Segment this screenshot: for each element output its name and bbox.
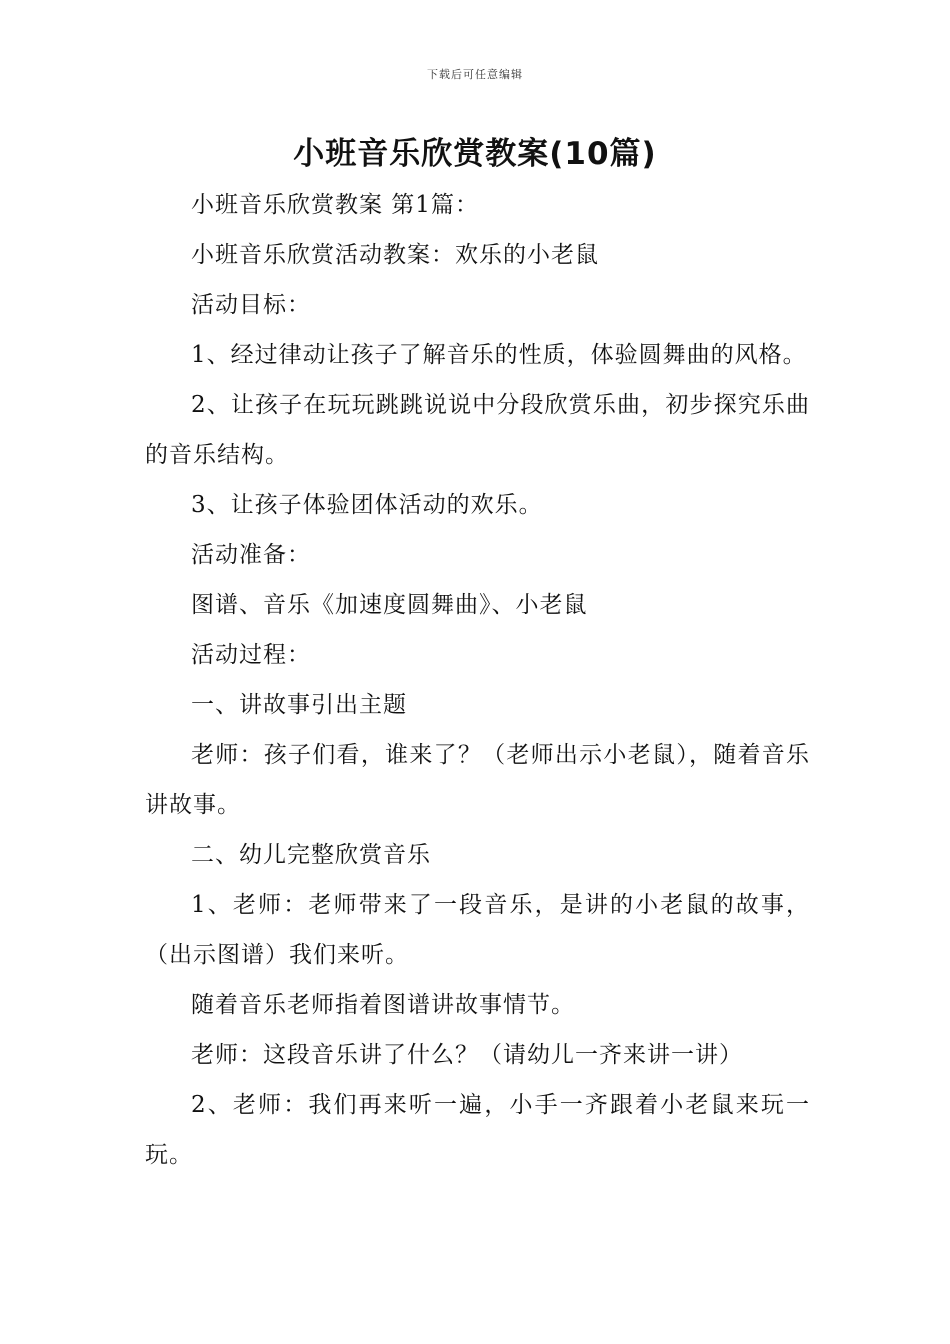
paragraph-step-2-heading: 二、幼儿完整欣赏音乐 — [191, 842, 431, 868]
paragraph-section-heading: 小班音乐欣赏教案 第1篇： — [191, 192, 479, 218]
paragraph-prep-items: 图谱、音乐《加速度圆舞曲》、小老鼠 — [191, 592, 588, 618]
document-title: 小班音乐欣赏教案(10篇) — [293, 136, 657, 172]
paragraph-prep-heading: 活动准备： — [191, 542, 311, 568]
paragraph-goal-1: 1、经过律动让孩子了解音乐的性质，体验圆舞曲的风格。 — [191, 342, 807, 368]
paragraph-step-2-item-2: 2、老师：我们再来听一遍，小手一齐跟着小老鼠来玩一玩。 — [145, 1092, 810, 1168]
paragraph-process-heading: 活动过程： — [191, 642, 311, 668]
header-note: 下载后可任意编辑 — [427, 68, 523, 81]
paragraph-goal-3: 3、让孩子体验团体活动的欢乐。 — [191, 492, 543, 518]
document-body — [145, 180, 810, 1180]
paragraph-step-2-question: 老师：这段音乐讲了什么？（请幼儿一齐来讲一讲） — [191, 1042, 743, 1068]
paragraph-step-2-note: 随着音乐老师指着图谱讲故事情节。 — [191, 992, 575, 1018]
paragraph-goals-heading: 活动目标： — [191, 292, 311, 318]
paragraph-step-1-heading: 一、讲故事引出主题 — [191, 692, 407, 718]
paragraph-activity-title: 小班音乐欣赏活动教案：欢乐的小老鼠 — [191, 242, 599, 268]
paragraph-step-2-item-1: 1、老师：老师带来了一段音乐，是讲的小老鼠的故事，（出示图谱）我们来听。 — [145, 892, 810, 968]
paragraph-goal-2: 2、让孩子在玩玩跳跳说说中分段欣赏乐曲，初步探究乐曲的音乐结构。 — [145, 392, 810, 468]
paragraph-step-1-text: 老师：孩子们看，谁来了？（老师出示小老鼠），随着音乐讲故事。 — [145, 742, 810, 818]
